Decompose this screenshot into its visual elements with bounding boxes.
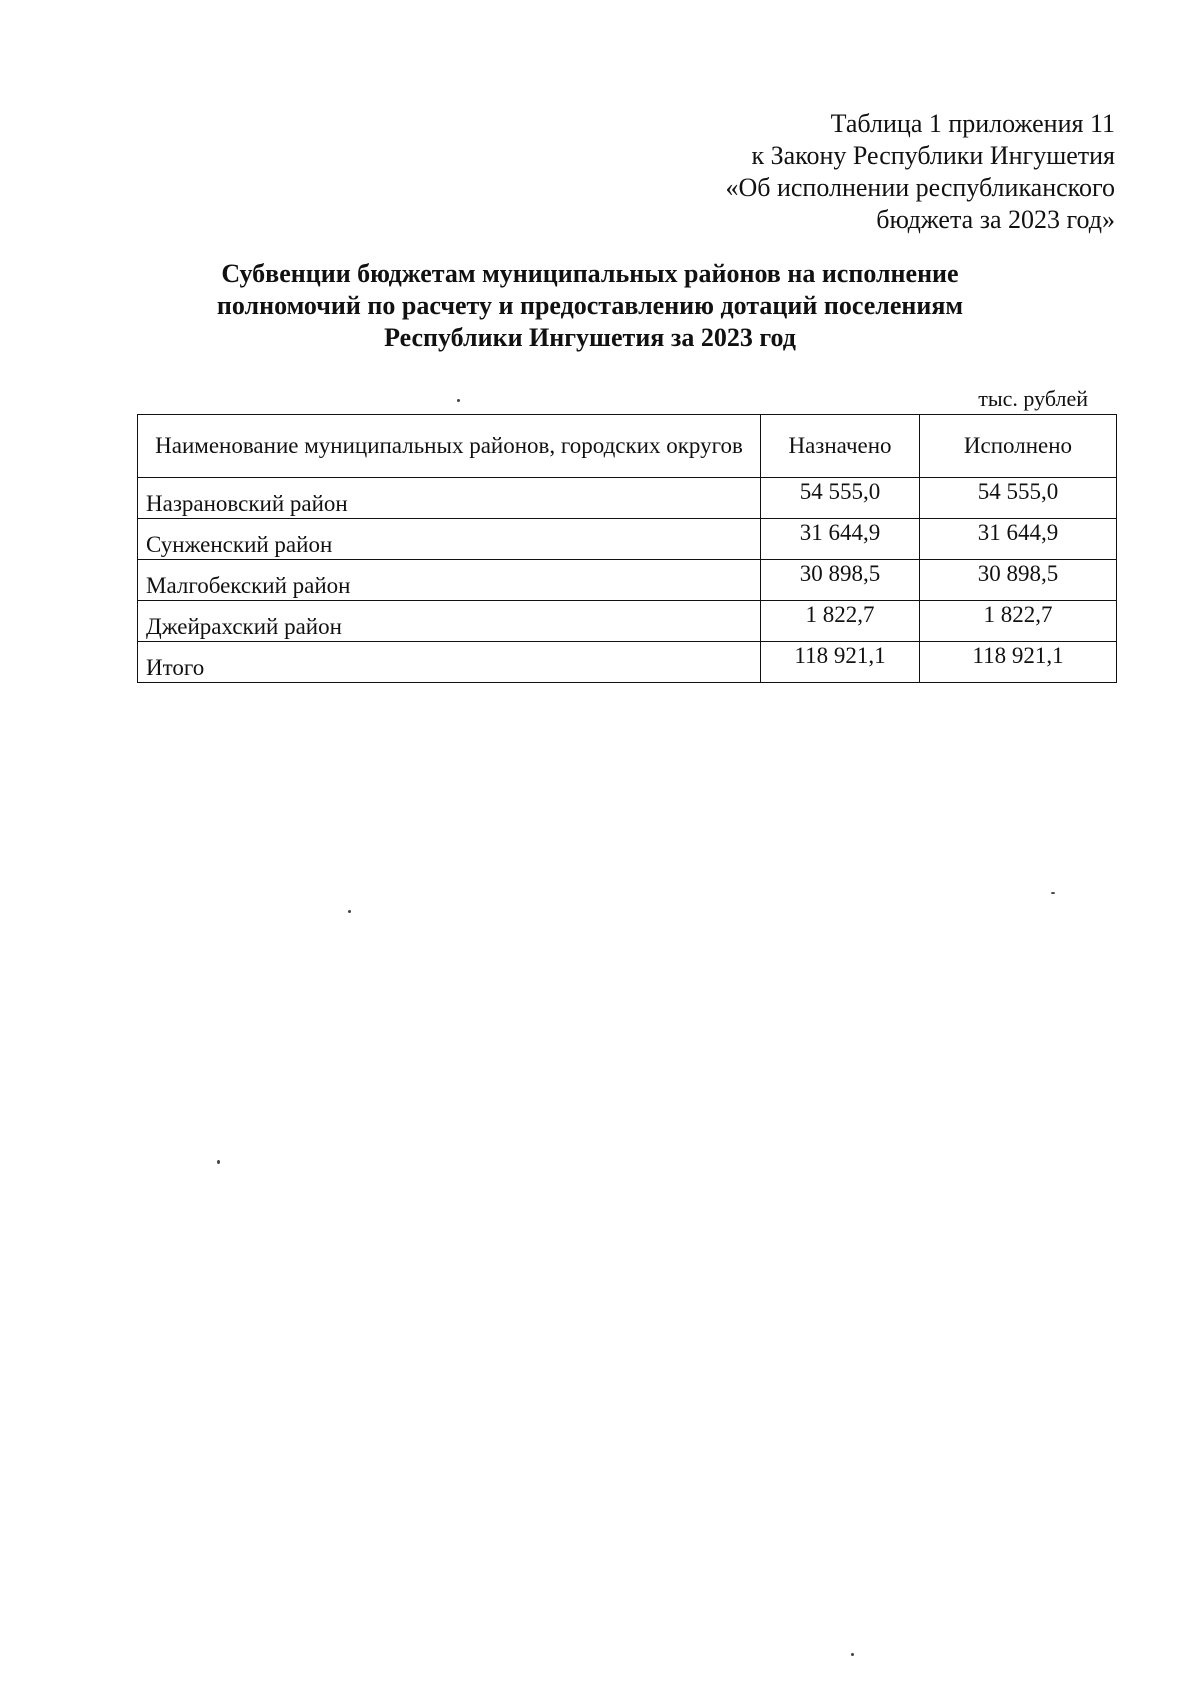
district-name: Сунженский район — [138, 519, 761, 560]
header-executed: Исполнено — [920, 415, 1117, 478]
table-header-row — [138, 415, 1117, 478]
header-planned: Назначено — [761, 415, 920, 478]
appendix-line: бюджета за 2023 год» — [876, 205, 1115, 234]
subventions-table — [137, 414, 1117, 683]
executed-value: 1 822,7 — [920, 601, 1117, 642]
title-line: Субвенции бюджетам муниципальных районов на исполнение — [221, 259, 959, 288]
executed-value: 31 644,9 — [920, 519, 1117, 560]
district-name: Джейрахский район — [138, 601, 761, 642]
header-name: Наименование муниципальных районов, городских округов — [138, 415, 761, 478]
table-row — [138, 601, 1117, 642]
table-row — [138, 478, 1117, 519]
planned-value: 31 644,9 — [761, 519, 920, 560]
scan-speck — [1051, 892, 1055, 894]
total-row — [138, 642, 1117, 683]
total-planned-value: 118 921,1 — [761, 642, 920, 683]
scan-speck — [348, 910, 351, 913]
appendix-line: к Закону Республики Ингушетия — [751, 141, 1115, 170]
planned-value: 30 898,5 — [761, 560, 920, 601]
title-line: полномочий по расчету и предоставлению дотаций поселениям — [216, 291, 964, 320]
table-row — [138, 560, 1117, 601]
scan-speck — [217, 1160, 220, 1164]
total-label: Итого — [138, 642, 761, 683]
table-row — [138, 519, 1117, 560]
appendix-line: «Об исполнении республиканского — [725, 173, 1115, 202]
planned-value: 54 555,0 — [761, 478, 920, 519]
executed-value: 54 555,0 — [920, 478, 1117, 519]
planned-value: 1 822,7 — [761, 601, 920, 642]
district-name: Назрановский район — [138, 478, 761, 519]
appendix-line: Таблица 1 приложения 11 — [830, 109, 1115, 138]
executed-value: 30 898,5 — [920, 560, 1117, 601]
scan-speck — [851, 1653, 854, 1656]
title-line: Республики Ингушетия за 2023 год — [384, 323, 796, 352]
district-name: Малгобекский район — [138, 560, 761, 601]
appendix-reference — [635, 108, 1115, 236]
document-title — [150, 258, 1030, 354]
units-label: тыс. рублей — [978, 386, 1088, 411]
scan-speck — [457, 399, 460, 402]
total-executed-value: 118 921,1 — [920, 642, 1117, 683]
